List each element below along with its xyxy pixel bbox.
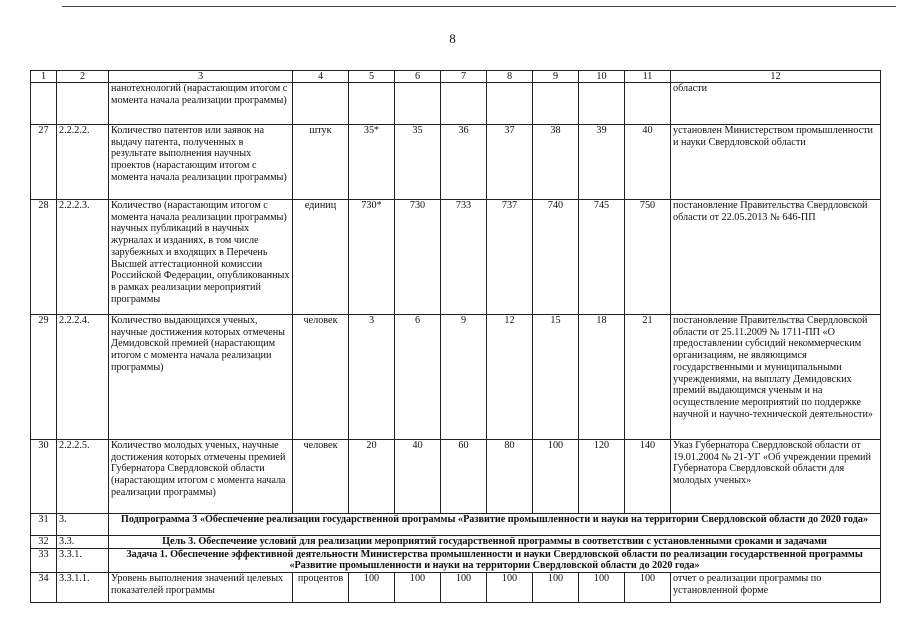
- column-header: 5: [349, 71, 395, 83]
- unit-cell: штук: [293, 125, 349, 200]
- column-header: 2: [57, 71, 109, 83]
- value-cell: 100: [533, 573, 579, 603]
- value-cell: 35: [395, 125, 441, 200]
- value-cell: 737: [487, 200, 533, 315]
- column-header: 4: [293, 71, 349, 83]
- source-cell: постановление Правительства Свердловской области от 25.11.2009 № 1711-ПП «О предоставлении субсидий некоммерческим организациям, не являющимся государственными и муниципальными учреждениями, на выплату Демидовских премий выдающимся ученым и на осуществление мероприятий по поддержке научной и научно-технической деятельности»: [671, 315, 881, 440]
- unit-cell: человек: [293, 440, 349, 514]
- column-header: 6: [395, 71, 441, 83]
- value-cell: [349, 83, 395, 125]
- value-cell: 40: [625, 125, 671, 200]
- source-cell: установлен Министерством промышленности и науки Свердловской области: [671, 125, 881, 200]
- column-header: 1: [31, 71, 57, 83]
- row-code: 3.: [57, 514, 109, 536]
- indicator-name: Количество молодых ученых, научные достижения которых отмечены премией Губернатора Свердловской области (нарастающим итогом с момента начала реализации программы): [109, 440, 293, 514]
- row-number: 28: [31, 200, 57, 315]
- row-number: 34: [31, 573, 57, 603]
- column-header: 7: [441, 71, 487, 83]
- row-number: [31, 83, 57, 125]
- value-cell: [441, 83, 487, 125]
- indicator-name: Уровень выполнения значений целевых показателей программы: [109, 573, 293, 603]
- value-cell: 3: [349, 315, 395, 440]
- value-cell: 100: [349, 573, 395, 603]
- unit-cell: человек: [293, 315, 349, 440]
- row-number: 30: [31, 440, 57, 514]
- value-cell: 12: [487, 315, 533, 440]
- table-row: [31, 315, 881, 440]
- row-code: 3.3.: [57, 536, 109, 549]
- row-number: 32: [31, 536, 57, 549]
- page-top-rule: [62, 6, 896, 7]
- indicator-name: нанотехнологий (нарастающим итогом с момента начала реализации программы): [109, 83, 293, 125]
- unit-cell: единиц: [293, 200, 349, 315]
- column-header: 3: [109, 71, 293, 83]
- row-code: [57, 83, 109, 125]
- value-cell: 60: [441, 440, 487, 514]
- row-number: 33: [31, 548, 57, 572]
- indicator-name: Количество патентов или заявок на выдачу патента, полученных в результате выполнения научных проектов (нарастающим итогом с момента начала реализации программы): [109, 125, 293, 200]
- row-number: 29: [31, 315, 57, 440]
- value-cell: 21: [625, 315, 671, 440]
- column-header: 9: [533, 71, 579, 83]
- section-title: Задача 1. Обеспечение эффективной деятельности Министерства промышленности и науки Свердловской области по реализации государственной программы «Развитие промышленности и науки на территории Свердловской области до 2020 года»: [109, 548, 881, 572]
- indicator-name: Количество выдающихся ученых, научные достижения которых отмечены Демидовской премией (нарастающим итогом с момента начала реализации программы): [109, 315, 293, 440]
- value-cell: 39: [579, 125, 625, 200]
- value-cell: 6: [395, 315, 441, 440]
- value-cell: 140: [625, 440, 671, 514]
- table-row: [31, 125, 881, 200]
- value-cell: 18: [579, 315, 625, 440]
- value-cell: 9: [441, 315, 487, 440]
- value-cell: 745: [579, 200, 625, 315]
- value-cell: [579, 83, 625, 125]
- value-cell: [533, 83, 579, 125]
- table-row: [31, 440, 881, 514]
- value-cell: 750: [625, 200, 671, 315]
- value-cell: [625, 83, 671, 125]
- row-code: 2.2.2.3.: [57, 200, 109, 315]
- row-number: 27: [31, 125, 57, 200]
- row-code: 2.2.2.2.: [57, 125, 109, 200]
- value-cell: 733: [441, 200, 487, 315]
- value-cell: 100: [533, 440, 579, 514]
- header-row: [31, 71, 881, 83]
- value-cell: 730: [395, 200, 441, 315]
- value-cell: 740: [533, 200, 579, 315]
- indicator-name: Количество (нарастающим итогом с момента начала реализации программы) научных публикаций в научных журналах и изданиях, в том числе зарубежных и входящих в Перечень Высшей аттестационной комиссии Российской Федерации, опубликованных в рамках реализации мероприятий программы: [109, 200, 293, 315]
- source-cell: области: [671, 83, 881, 125]
- section-row: [31, 548, 881, 572]
- column-header: 11: [625, 71, 671, 83]
- value-cell: 37: [487, 125, 533, 200]
- value-cell: 730*: [349, 200, 395, 315]
- source-cell: Указ Губернатора Свердловской области от 19.01.2004 № 21-УГ «Об учреждении премий Губернатора Свердловской области для молодых ученых»: [671, 440, 881, 514]
- value-cell: 100: [579, 573, 625, 603]
- value-cell: 36: [441, 125, 487, 200]
- unit-cell: [293, 83, 349, 125]
- row-code: 3.3.1.1.: [57, 573, 109, 603]
- table-row: [31, 573, 881, 603]
- unit-cell: процентов: [293, 573, 349, 603]
- value-cell: 100: [625, 573, 671, 603]
- source-cell: постановление Правительства Свердловской области от 22.05.2013 № 646-ПП: [671, 200, 881, 315]
- value-cell: [395, 83, 441, 125]
- value-cell: 80: [487, 440, 533, 514]
- indicators-table: [30, 70, 881, 603]
- section-row: [31, 514, 881, 536]
- value-cell: 100: [487, 573, 533, 603]
- table-row: [31, 83, 881, 125]
- row-number: 31: [31, 514, 57, 536]
- column-header: 12: [671, 71, 881, 83]
- value-cell: 20: [349, 440, 395, 514]
- row-code: 2.2.2.4.: [57, 315, 109, 440]
- column-header: 8: [487, 71, 533, 83]
- section-title: Подпрограмма 3 «Обеспечение реализации государственной программы «Развитие промышленности и науки на территории Свердловской области до 2020 года»: [109, 514, 881, 536]
- value-cell: 100: [395, 573, 441, 603]
- section-title: Цель 3. Обеспечение условий для реализации мероприятий государственной программы в соответствии с установленными сроками и задачами: [109, 536, 881, 549]
- table-row: [31, 200, 881, 315]
- value-cell: 38: [533, 125, 579, 200]
- value-cell: 40: [395, 440, 441, 514]
- value-cell: 120: [579, 440, 625, 514]
- source-cell: отчет о реализации программы по установленной форме: [671, 573, 881, 603]
- value-cell: 100: [441, 573, 487, 603]
- row-code: 3.3.1.: [57, 548, 109, 572]
- value-cell: [487, 83, 533, 125]
- value-cell: 35*: [349, 125, 395, 200]
- column-header: 10: [579, 71, 625, 83]
- row-code: 2.2.2.5.: [57, 440, 109, 514]
- page-number: 8: [449, 31, 456, 46]
- section-row: [31, 536, 881, 549]
- value-cell: 15: [533, 315, 579, 440]
